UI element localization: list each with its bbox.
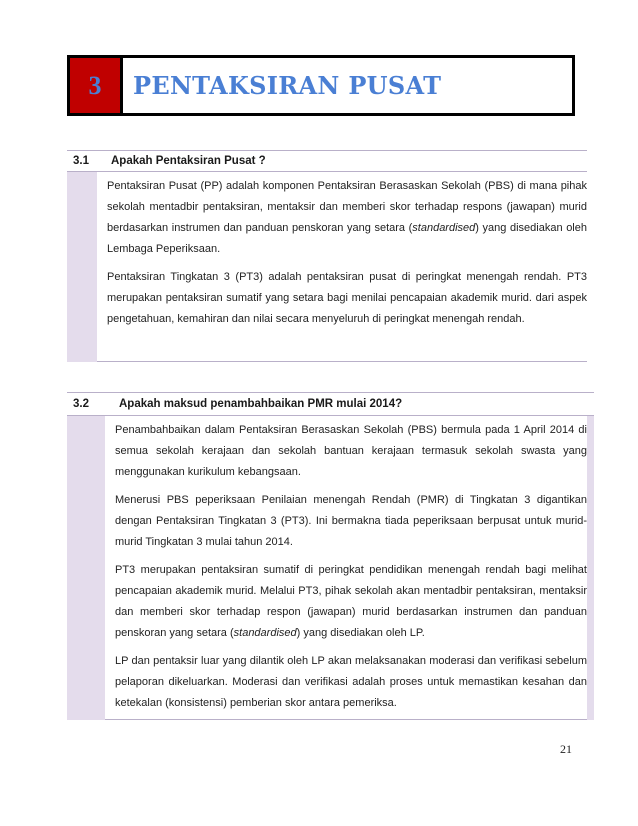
section-question: Apakah Pentaksiran Pusat ? (111, 155, 266, 167)
section-side-shade (67, 416, 105, 720)
paragraph: Pentaksiran Tingkatan 3 (PT3) adalah pentaksiran pusat di peringkat menengah rendah. PT3 merupakan pentaksiran sumatif yang setara bagi menilai pencapaian akademik murid. dari aspek pengetahuan, kemahiran dan nilai secara menyeluruh di peringkat menengah rendah. (107, 271, 587, 325)
chapter-header (67, 55, 575, 116)
paragraph: PT3 merupakan pentaksiran sumatif di peringkat pendidikan menengah rendah bagi melihat pencapaian akademik murid. Melalui PT3, pihak sekolah akan mentadbir pentaksiran, mentaksir dan memberi skor terhadap respon (jawapan) murid berdasarkan instrumen dan panduan penskoran yang setara (standardised) yang disediakan oleh LP. (115, 564, 587, 639)
emphasis-text: standardised (412, 222, 476, 234)
section-number: 3.1 (73, 155, 89, 167)
section-content (105, 416, 587, 720)
section-content (97, 172, 587, 362)
paragraph: Pentaksiran Pusat (PP) adalah komponen Pentaksiran Berasaskan Sekolah (PBS) di mana pihak sekolah mentadbir pentaksiran, mentaksir dan memberi skor terhadap respons (jawapan) murid berdasarkan instrumen dan panduan penskoran yang setara (standardised) yang disediakan oleh Lembaga Peperiksaan. (107, 180, 587, 255)
section-number: 3.2 (73, 398, 89, 410)
chapter-title: PENTAKSIRAN PUSAT (133, 71, 442, 100)
section-question: Apakah maksud penambahbaikan PMR mulai 2014? (119, 398, 403, 410)
section-question-row (67, 150, 587, 172)
emphasis-text: standardised (233, 627, 297, 639)
section-body (67, 416, 594, 720)
section-side-shade (67, 172, 97, 362)
paragraph: Penambahbaikan dalam Pentaksiran Berasaskan Sekolah (PBS) bermula pada 1 April 2014 di semua sekolah kerajaan dan sekolah bantuan kerajaan termasuk sekolah swasta yang menggunakan kurikulum kebangsaan. (115, 424, 587, 478)
section-right-shade (587, 416, 594, 720)
section-body (67, 172, 587, 362)
section-question-row (67, 392, 594, 416)
paragraph: Menerusi PBS peperiksaan Penilaian menengah Rendah (PMR) di Tingkatan 3 digantikan dengan Pentaksiran Tingkatan 3 (PT3). Ini bermakna tiada peperiksaan berpusat untuk murid-murid Tingkatan 3 mulai tahun 2014. (115, 494, 587, 548)
chapter-number: 3 (70, 58, 123, 113)
page-number: 21 (560, 742, 572, 756)
section-3-2 (67, 392, 594, 720)
paragraph: LP dan pentaksir luar yang dilantik oleh LP akan melaksanakan moderasi dan verifikasi sebelum pelaporan dikeluarkan. Moderasi dan verifikasi adalah proses untuk memastikan kesahan dan ketekalan (konsistensi) pemberian skor antara pemeriksa. (115, 655, 587, 709)
section-3-1 (67, 150, 587, 362)
